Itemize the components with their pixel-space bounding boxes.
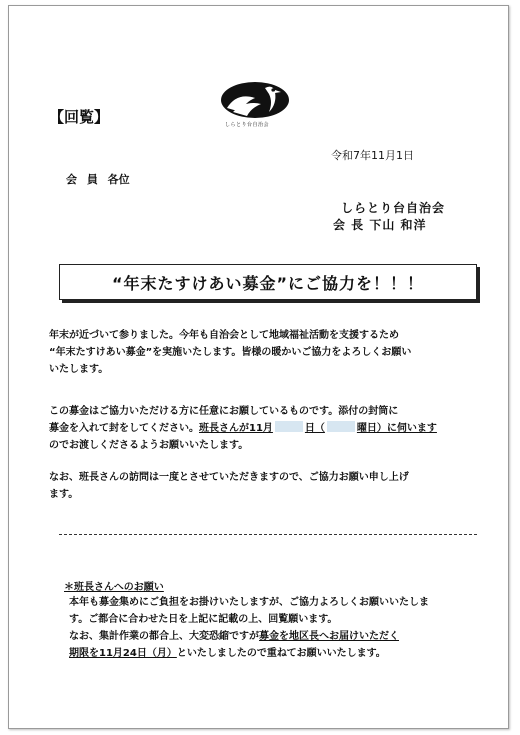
addressee: 会 員 各位 — [66, 173, 130, 186]
paragraph-line: なお、班長さんの訪問は一度とさせていただきますので、ご協力お願い申し上げ — [49, 472, 409, 483]
paragraph-line: 年末が近づいて参りました。今年も自治会として地域福祉活動を支援するため — [49, 330, 399, 341]
title-box — [59, 264, 477, 300]
visit-weekday-label: 曜日）に伺います — [356, 423, 437, 434]
document-title: “年末たすけあい募金”にご協力を！！！ — [111, 273, 425, 293]
paragraph-line: いたします。 — [49, 364, 109, 375]
weekday-blank — [327, 421, 355, 432]
deadline-text: 期限を11月24日（月） — [69, 648, 177, 659]
note-line: 本年も募金集めにご負担をお掛けいたしますが、ご協力よろしくお願いいたしま — [69, 597, 429, 608]
paragraph-text: 募金を入れて封をしてください。 — [49, 423, 199, 434]
paragraph-intro — [49, 327, 489, 378]
paragraph-line: “年末たすけあい募金”を実施いたします。皆様の暖かいご協力をよろしくお願い — [49, 347, 412, 358]
chairperson: 会 長 下山 和洋 — [333, 218, 427, 232]
issue-date: 令和7年11月1日 — [331, 149, 414, 162]
paragraph-line — [49, 420, 489, 437]
circular-label: 【回覧】 — [49, 108, 110, 126]
document-page — [8, 5, 509, 729]
note-body — [69, 594, 489, 662]
paragraph-line: この募金はご協力いただける方に任意にお願しているものです。添付の封筒に — [49, 406, 399, 417]
visit-month: 班長さんが11月 — [199, 423, 273, 434]
note-line — [69, 645, 489, 662]
organization-name: しらとり台自治会 — [341, 201, 446, 215]
paragraph-line: ます。 — [49, 489, 79, 500]
visit-date-text — [199, 423, 437, 434]
paragraph-note — [49, 469, 489, 503]
paragraph-line: のでお渡しくださるようお願いいたします。 — [49, 440, 249, 451]
logo-text: しらとり台自治会 — [225, 122, 270, 128]
note-underlined: 募金を地区長へお届けいただく — [259, 631, 399, 642]
note-text: なお、集計作業の都合上、大変恐縮ですが — [69, 631, 259, 642]
note-text: といたしましたので重ねてお願いいたします。 — [176, 648, 386, 659]
cut-line — [59, 534, 477, 535]
day-blank — [275, 421, 303, 432]
paragraph-request — [49, 403, 489, 454]
visit-day-label: 日（ — [304, 423, 325, 434]
note-line — [69, 628, 489, 645]
note-line: す。ご都合に合わせた日を上記に記載の上、回覧願います。 — [69, 614, 338, 625]
note-heading: ＊班長さんへのお願い — [64, 582, 164, 593]
